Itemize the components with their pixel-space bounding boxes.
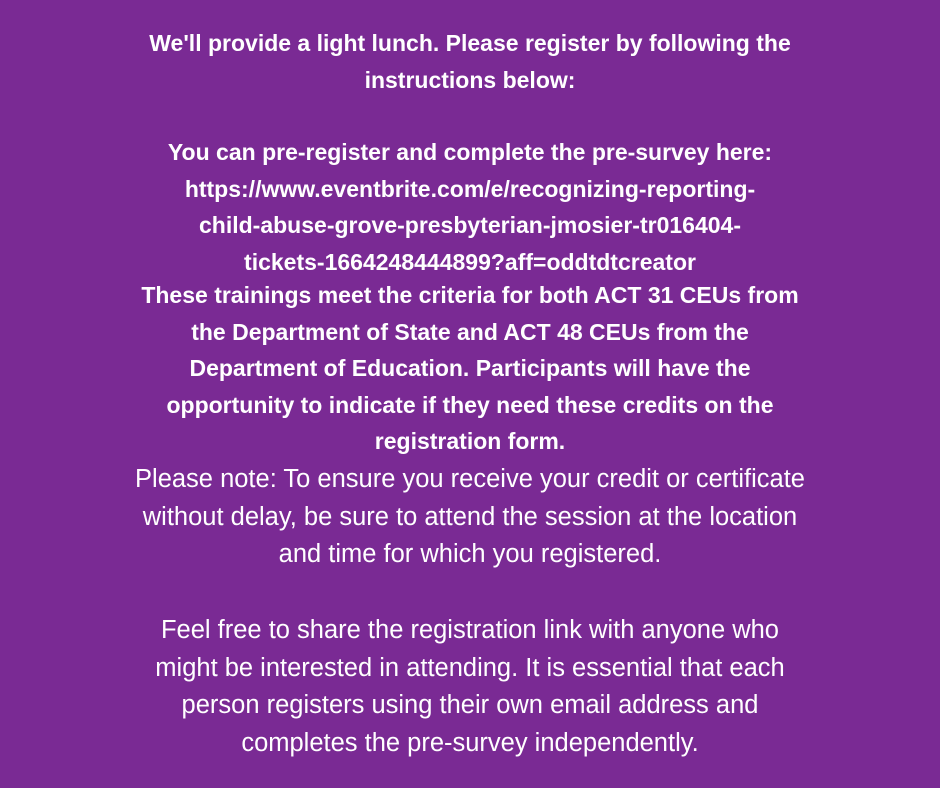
note-line: and time for which you registered. [278,540,662,568]
note-line: without delay, be sure to attend the session at the location [142,502,798,531]
registration-link-line[interactable]: child-abuse-grove-presbyterian-jmosier-tr016404- [199,212,741,238]
credits-line: These trainings meet the criteria for both ACT 31 CEUs from [141,282,799,308]
registration-line: You can pre-register and complete the pre-survey here: [167,139,773,165]
intro-text [0,25,940,98]
share-text [0,612,940,762]
note-text [0,461,940,574]
credits-line: the Department of State and ACT 48 CEUs from the [191,318,749,345]
registration-link-line[interactable]: https://www.eventbrite.com/e/recognizing-reporting- [184,175,756,202]
intro-line: instructions below: [364,66,576,93]
credits-line: registration form. [374,428,566,454]
registration-text [0,134,940,280]
note-line: Please note: To ensure you receive your credit or certificate [135,465,805,493]
share-line: completes the pre-survey independently. [241,728,699,757]
credits-line: opportunity to indicate if they need these credits on the [166,391,774,418]
intro-line: We'll provide a light lunch. Please register by following the [149,30,791,56]
share-line: person registers using their own email address and [181,691,759,719]
registration-link-line[interactable]: tickets-1664248444899?aff=oddtdtcreator [244,248,696,275]
share-line: Feel free to share the registration link with anyone who [160,616,779,644]
credits-text [0,277,940,460]
share-line: might be interested in attending. It is essential that each [155,653,785,682]
credits-line: Department of Education. Participants will have the [189,355,751,381]
